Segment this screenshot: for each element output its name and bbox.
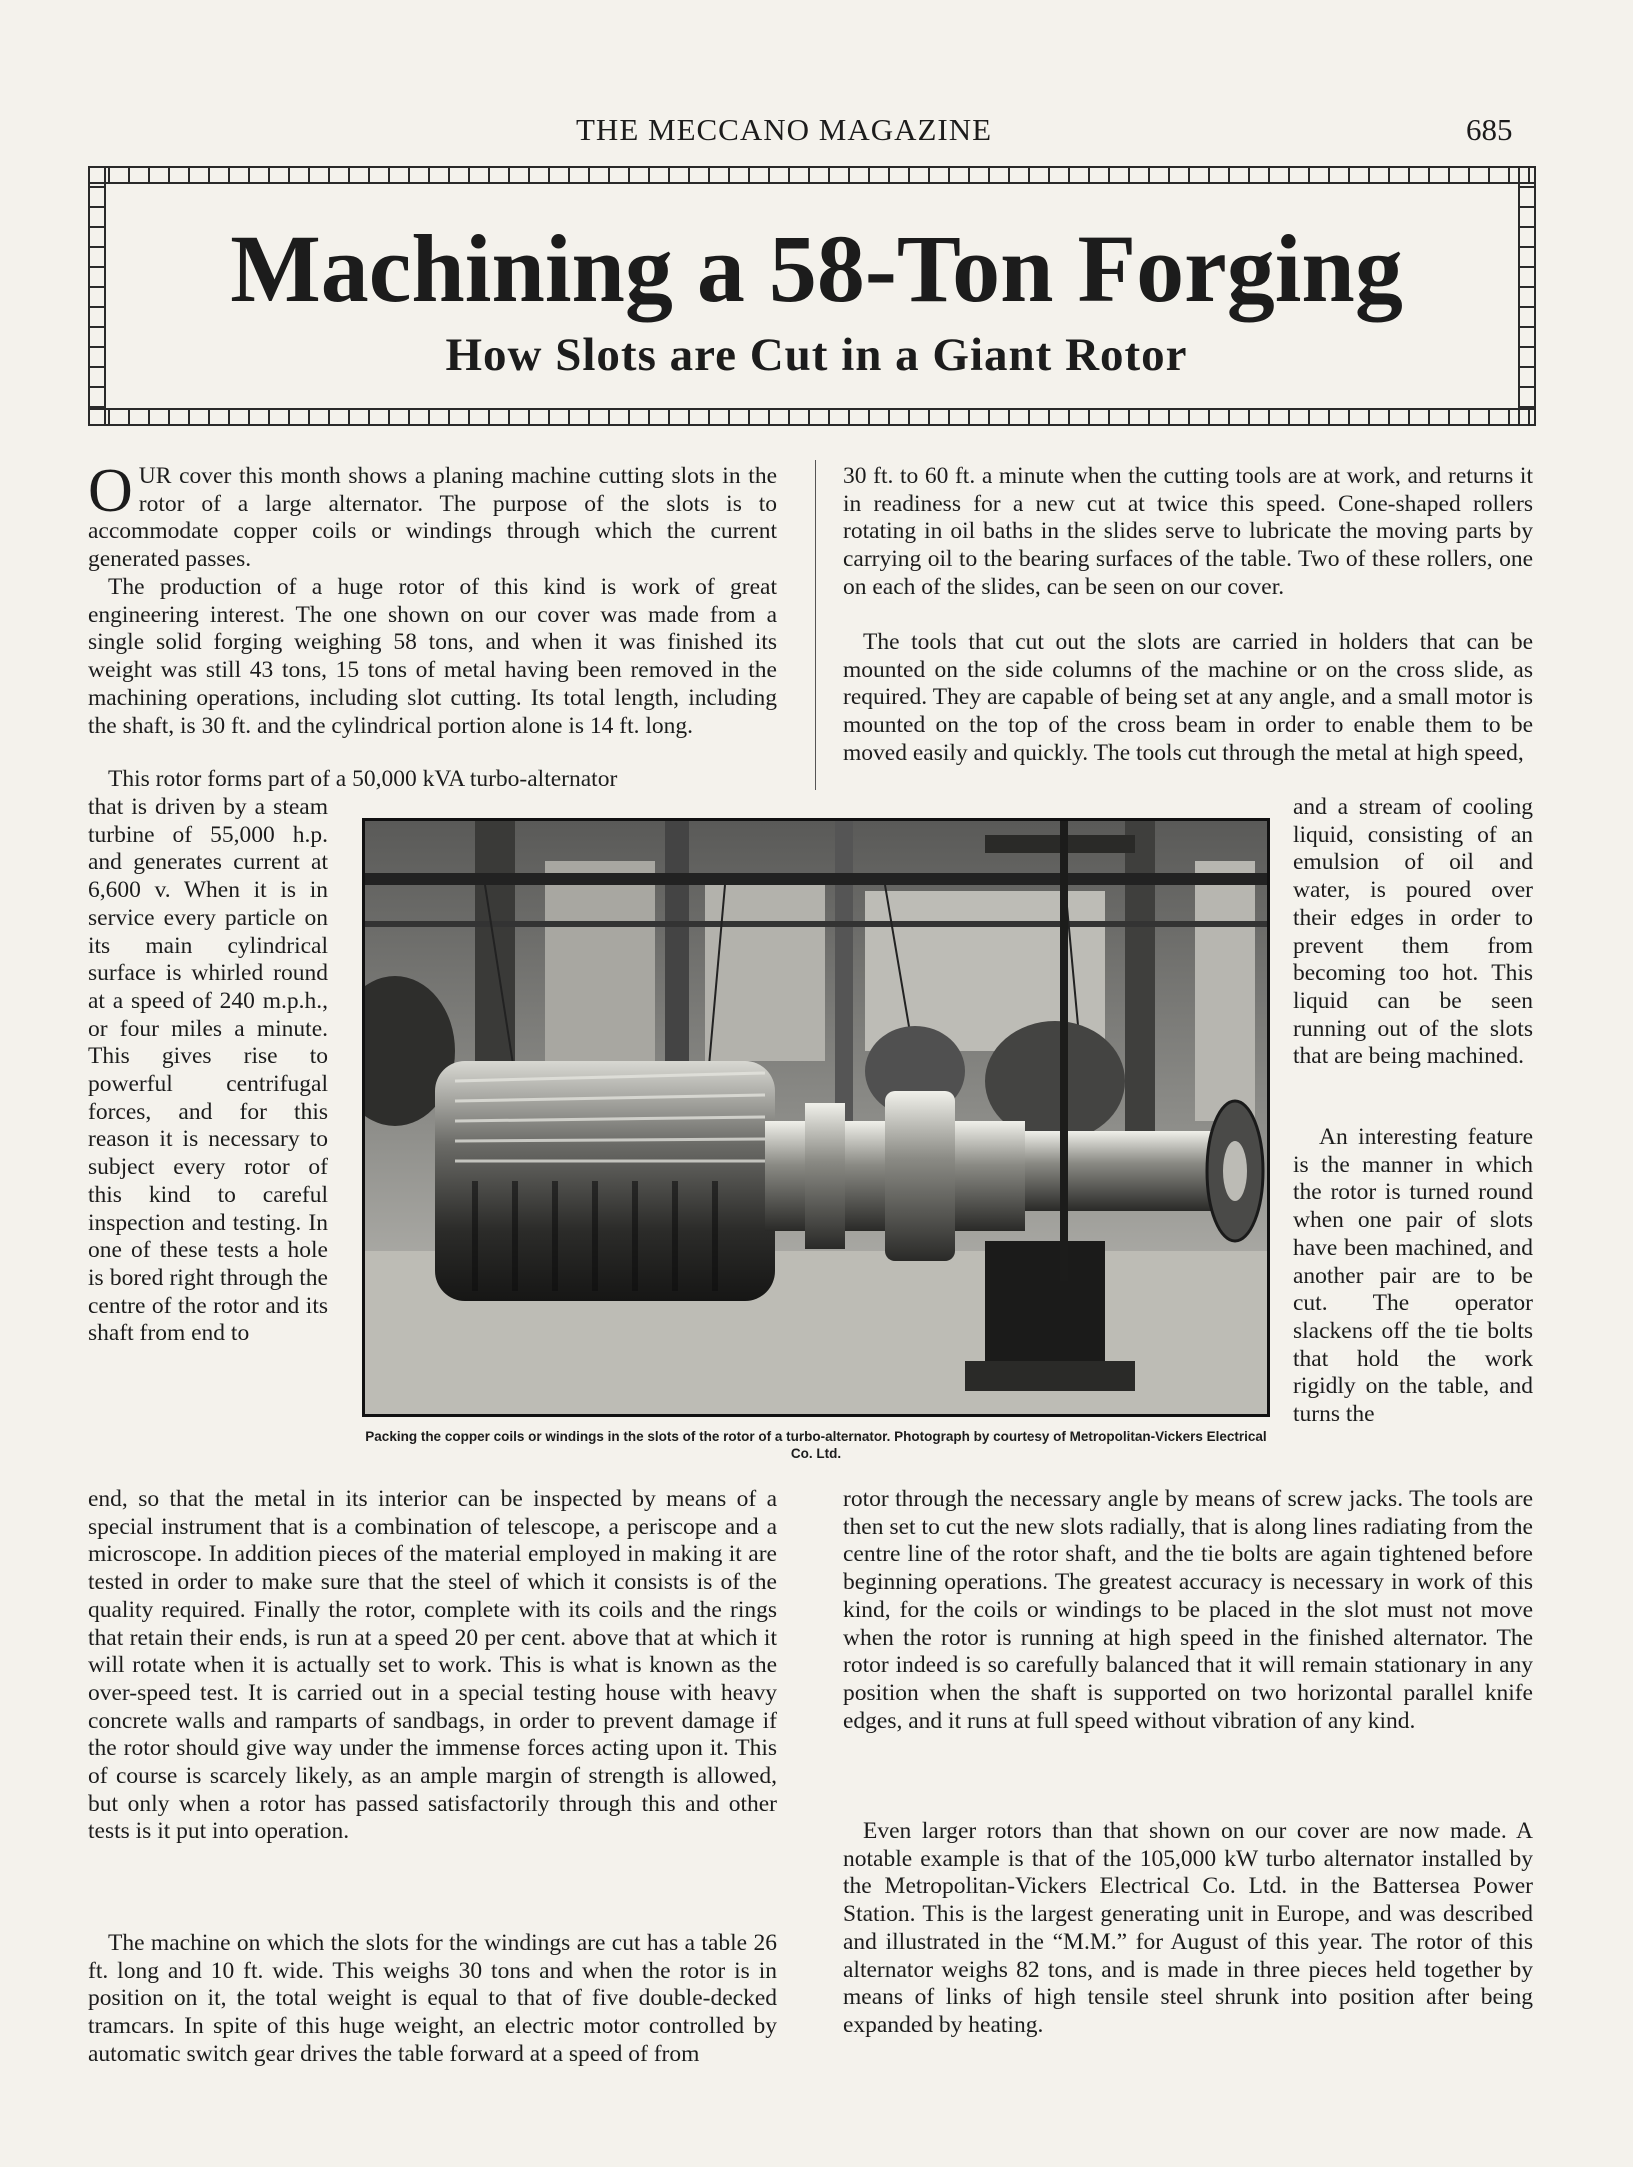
running-head — [0, 112, 1633, 160]
paragraph-rotor-narrow: that is driven by a steam turbine of 55,000 h.p. and generates current at 6,600 v. When it is in service every particle on its main cylindrical surface is whirled round at a speed of 240 m.p.h., or four miles a minute. This gives rise to powerful centrifugal forces, and for this reason it is necessary to subject every rotor of this kind to careful inspection and testing. In one of these tests a hole is bored right through the centre of the rotor and its shaft from end to — [88, 794, 328, 1347]
paragraph-intro-text: UR cover this month shows a planing machine cutting slots in the rotor of a large alternator. The purpose of the slots is to accommodate copper coils or windings through which the current generated passes. — [88, 463, 777, 573]
drop-cap: O — [88, 457, 133, 525]
page-number: 685 — [1466, 112, 1513, 147]
article-subtitle: How Slots are Cut in a Giant Rotor — [445, 329, 1188, 381]
article-title: Machining a 58-Ton Forging — [230, 215, 1403, 322]
frame-top-border — [88, 166, 1536, 184]
paragraph-machine: The machine on which the slots for the windings are cut has a table 26 ft. long and 10 ft. wide. This weighs 30 tons and when the rotor is in position on it, the total weight is equal to that of five double-decked tramcars. In spite of this huge weight, an electric motor controlled by automatic switch gear drives the table forward at a speed of from — [88, 1930, 777, 2067]
paragraph-turning-narrow: An interesting feature is the manner in which the rotor is turned round when one pair of slots have been machined, and another pair are to be cut. The operator slackens off the tie bolts that hold the work rigidly on the table, and turns the — [1293, 1124, 1533, 1428]
frame-bottom-border — [88, 408, 1536, 426]
photo-caption: Packing the copper coils or windings in the slots of the rotor of a turbo-alternator. Photograph by courtesy of Metropolitan-Vickers Electrical Co. Ltd. — [365, 1429, 1267, 1461]
paragraph-rotor-rest: end, so that the metal in its interior can be inspected by means of a special instrument that is a combination of telescope, a periscope and a microscope. In addition pieces of the material employed in making it are tested in order to make sure that the steel of which it consists is of the quality required. Finally the rotor, complete with its coils and the rings that retain their ends, is run at a speed 20 per cent. above that at which it will rotate when it is actually set to work. This is what is known as the over-speed test. It is carried out in a special testing house with heavy concrete walls and ramparts of sandbags, in order to prevent damage if the rotor should give way under the immense forces acting upon it. This of course is scarcely likely, as an ample margin of strength is allowed, but only when a rotor has passed satisfactorily through this and other tests is it put into operation. — [88, 1486, 777, 1845]
rotor-photograph-image — [365, 821, 1267, 1414]
paragraph-rotor-full: This rotor forms part of a 50,000 kVA turbo-alternator — [108, 766, 618, 792]
magazine-name: THE MECCANO MAGAZINE — [576, 112, 993, 147]
paragraph-turning-rest: rotor through the necessary angle by means of screw jacks. The tools are then set to cut the new slots radially, that is along lines radiating from the centre line of the rotor shaft, and the tie bolts are again tightened before beginning operations. The greatest accuracy is necessary in work of this kind, for the coils or windings to be placed in the slot must not move when the rotor is running at high speed in the finished alternator. The rotor indeed is so carefully balanced that it will remain stationary in any position when the shaft is supported on two horizontal parallel knife edges, and it runs at full speed without vibration of any kind. — [843, 1486, 1533, 1734]
paragraph-tools-full: The tools that cut out the slots are carried in holders that can be mounted on the side columns of the machine or on the cross slide, as required. They are capable of being set at any angle, and a small motor is mounted on the top of the cross beam in order to enable them to be moved easily and quickly. The tools cut through the metal at high speed, — [843, 629, 1533, 766]
paragraph-intro — [88, 457, 777, 574]
paragraph-table-speed: 30 ft. to 60 ft. a minute when the cutting tools are at work, and returns it in readiness for a new cut at twice this speed. Cone-shaped rollers rotating in oil baths in the slides serve to lubricate the moving parts by carrying oil to the bearing surfaces of the table. Two of these rollers, one on each of the slides, can be seen on our cover. — [843, 463, 1533, 600]
rotor-photograph — [362, 818, 1270, 1417]
paragraph-tools-narrow: and a stream of cooling liquid, consisting of an emulsion of oil and water, is poured over their edges in order to prevent them from becoming too hot. This liquid can be seen running out of the slots that are being machined. — [1293, 794, 1533, 1070]
paragraph-production: The production of a huge rotor of this kind is work of great engineering interest. The one shown on our cover was made from a single solid forging weighing 58 tons, and when it was finished its weight was still 43 tons, 15 tons of metal having been removed in the machining operations, including slot cutting. Its total length, including the shaft, is 30 ft. and the cylindrical portion alone is 14 ft. long. — [88, 574, 777, 739]
column-rule — [815, 460, 816, 790]
paragraph-larger-rotors: Even larger rotors than that shown on our cover are now made. A notable example is that of the 105,000 kW turbo alternator installed by the Metropolitan-Vickers Electrical Co. Ltd. in the Battersea Power Station. This is the largest generating unit in Europe, and was described and illustrated in the “M.M.” for August of this year. The rotor of this alternator weighs 82 tons, and is made in three pieces held together by means of links of high tensile steel shrunk into position after being expanded by heating. — [843, 1818, 1533, 2038]
